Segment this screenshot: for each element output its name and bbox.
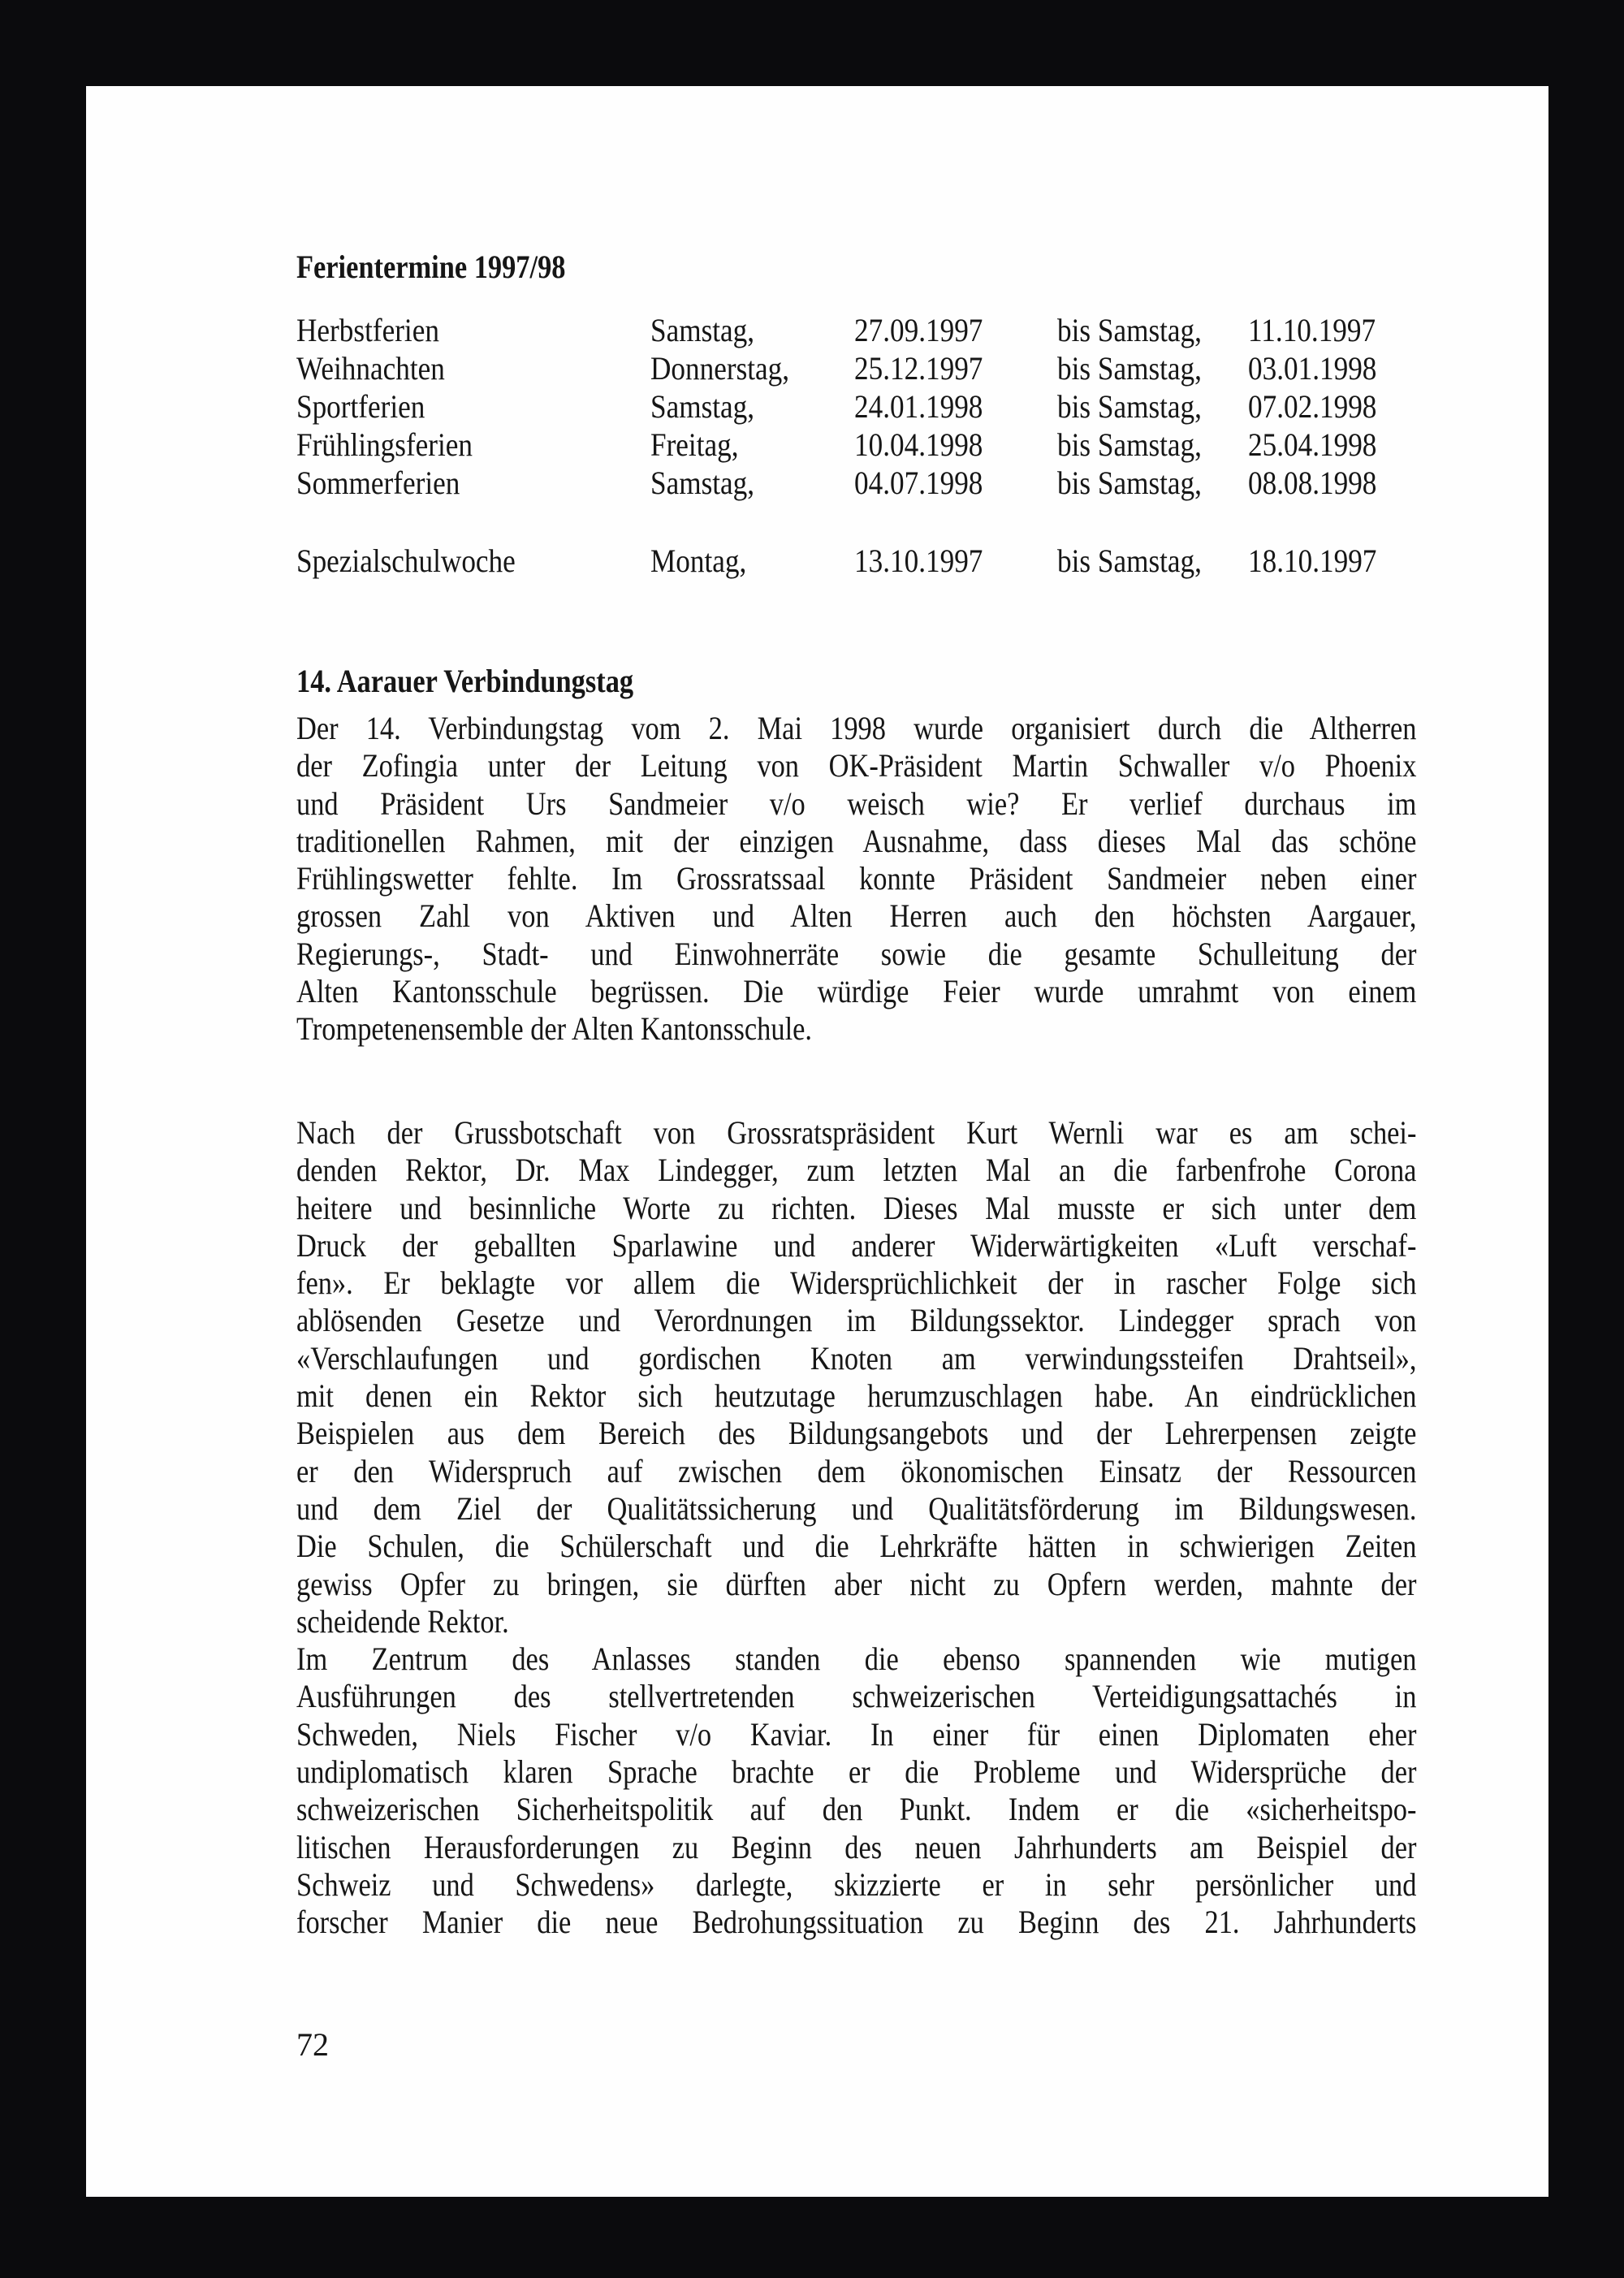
text-line [296,936,1417,973]
text-line [296,1227,1417,1264]
start-weekday: Samstag, [650,312,755,348]
end-weekday: bis Samstag, [1057,350,1202,387]
text-line-content: Regierungs-, Stadt- und Einwohnerräte sowie die gesamte Schulleitung der [296,935,1417,972]
text-line [296,1302,1417,1339]
text-line-content: traditionellen Rahmen, mit der einzigen Ausnahme, dass dieses Mal das schöne [296,822,1417,859]
holiday-name: Sommerferien [296,465,460,501]
text-line [296,747,1417,785]
start-weekday: Montag, [650,542,747,579]
end-weekday: bis Samstag, [1057,312,1202,348]
text-line [296,1377,1417,1415]
page-number: 72 [296,2026,329,2063]
text-line [296,1603,1417,1640]
end-weekday: bis Samstag, [1057,388,1202,425]
table-row [296,426,1417,464]
text-line-content: gewiss Opfer zu bringen, sie dürften aber nicht zu Opfern werden, mahnte der [296,1565,1417,1602]
text-line [296,1490,1417,1528]
table-row [296,350,1417,387]
text-line [296,1753,1417,1791]
text-line [296,1716,1417,1753]
text-line [296,710,1417,747]
text-line [296,1190,1417,1227]
holiday-name: Weihnachten [296,350,445,387]
start-date: 25.12.1997 [854,350,983,387]
start-weekday: Freitag, [650,426,739,463]
section-heading: 14. Aarauer Verbindungstag [296,663,634,699]
text-line [296,1010,1417,1048]
text-line [296,1340,1417,1377]
text-line-content: Ausführungen des stellvertretenden schweizerischen Verteidigungsattachés in [296,1678,1417,1715]
text-line-content: Im Zentrum des Anlasses standen die ebenso spannenden wie mutigen [296,1640,1417,1678]
end-date: 18.10.1997 [1248,542,1377,579]
text-line-content: der Zofingia unter der Leitung von OK-Präsident Martin Schwaller v/o Phoenix [296,747,1417,785]
text-line-content: schweizerischen Sicherheitspolitik auf den Punkt. Indem er die «sicherheitspo- [296,1791,1417,1828]
end-weekday: bis Samstag, [1057,426,1202,463]
end-date: 08.08.1998 [1248,465,1377,501]
text-line-content: Frühlingswetter fehlte. Im Grossratssaal konnte Präsident Sandmeier neben einer [296,860,1417,897]
text-line-content: mit denen ein Rektor sich heutzutage herumzuschlagen habe. An eindrücklichen [296,1377,1417,1415]
text-line-content: Druck der geballten Sparlawine und anderer Widerwärtigkeiten «Luft verschaf- [296,1226,1417,1264]
text-line-content: grossen Zahl von Aktiven und Alten Herren auch den höchsten Aargauer, [296,897,1417,935]
text-line [296,1640,1417,1678]
text-line-content: Trompetenensemble der Alten Kantonsschule. [296,1010,813,1048]
text-line [296,823,1417,860]
text-line [296,1866,1417,1904]
text-line-content: Die Schulen, die Schülerschaft und die Lehrkräfte hätten in schwierigen Zeiten [296,1528,1417,1565]
text-line [296,1264,1417,1302]
text-line-content: Schweden, Niels Fischer v/o Kaviar. In einer für einen Diplomaten eher [296,1715,1417,1753]
text-line [296,1791,1417,1828]
text-line [296,1566,1417,1603]
holiday-name: Herbstferien [296,312,439,348]
text-line [296,1678,1417,1715]
end-weekday: bis Samstag, [1057,465,1202,501]
start-date: 24.01.1998 [854,388,983,425]
end-date: 07.02.1998 [1248,388,1377,425]
table-row [296,388,1417,426]
text-line [296,1114,1417,1152]
text-line [296,1528,1417,1565]
text-line [296,1152,1417,1189]
text-line [296,1453,1417,1490]
text-line [296,1904,1417,1941]
text-line-content: und dem Ziel der Qualitätssicherung und Qualitätsförderung im Bildungswesen. [296,1489,1417,1527]
end-date: 03.01.1998 [1248,350,1377,387]
text-line [296,1415,1417,1452]
text-line-content: Beispielen aus dem Bereich des Bildungsangebots und der Lehrerpensen zeigte [296,1415,1417,1452]
start-date: 27.09.1997 [854,312,983,348]
special-week-row [296,542,1417,580]
text-line-content: denden Rektor, Dr. Max Lindegger, zum letzten Mal an die farbenfrohe Corona [296,1152,1417,1189]
holiday-name: Frühlingsferien [296,426,473,463]
holiday-name: Sportferien [296,388,425,425]
end-weekday: bis Samstag, [1057,542,1202,579]
text-line-content: fen». Er beklagte vor allem die Widersprüchlichkeit der in rascher Folge sich [296,1264,1417,1302]
text-line [296,973,1417,1010]
paragraph-1 [296,710,1417,1048]
start-date: 13.10.1997 [854,542,983,579]
text-line-content: er den Widerspruch auf zwischen dem ökonomischen Einsatz der Ressourcen [296,1452,1417,1489]
text-line [296,897,1417,935]
text-line-content: heitere und besinnliche Worte zu richten. Dieses Mal musste er sich unter dem [296,1189,1417,1226]
text-line-content: «Verschlaufungen und gordischen Knoten am verwindungssteifen Drahtseil», [296,1339,1417,1377]
text-line-content: litischen Herausforderungen zu Beginn des neuen Jahrhunderts am Beispiel der [296,1828,1417,1865]
text-line-content: Nach der Grussbotschaft von Grossratspräsident Kurt Wernli war es am schei- [296,1114,1417,1151]
text-line-content: ablösenden Gesetze und Verordnungen im Bildungssektor. Lindegger sprach von [296,1302,1417,1339]
text-line-content: forscher Manier die neue Bedrohungssituation zu Beginn des 21. Jahrhunderts [296,1904,1417,1941]
table-row [296,312,1417,349]
text-line [296,1829,1417,1866]
text-line-content: scheidende Rektor. [296,1602,509,1640]
start-date: 10.04.1998 [854,426,983,463]
start-weekday: Donnerstag, [650,350,790,387]
text-line-content: und Präsident Urs Sandmeier v/o weisch wie? Er verlief durchaus im [296,785,1417,822]
document-page [86,86,1548,2197]
ferientermine-heading: Ferientermine 1997/98 [296,249,566,285]
paragraph-2 [296,1114,1417,1942]
text-line-content: undiplomatisch klaren Sprache brachte er die Probleme und Widersprüche der [296,1753,1417,1791]
holiday-name: Spezialschulwoche [296,542,516,579]
text-line-content: Der 14. Verbindungstag vom 2. Mai 1998 wurde organisiert durch die Altherren [296,710,1417,746]
text-line [296,785,1417,823]
end-date: 25.04.1998 [1248,426,1377,463]
start-date: 04.07.1998 [854,465,983,501]
end-date: 11.10.1997 [1248,312,1376,348]
text-line-content: Schweiz und Schwedens» darlegte, skizzierte er in sehr persönlicher und [296,1865,1417,1903]
text-line [296,860,1417,897]
text-line-content: Alten Kantonsschule begrüssen. Die würdige Feier wurde umrahmt von einem [296,973,1417,1010]
start-weekday: Samstag, [650,388,755,425]
start-weekday: Samstag, [650,465,755,501]
table-row [296,465,1417,502]
